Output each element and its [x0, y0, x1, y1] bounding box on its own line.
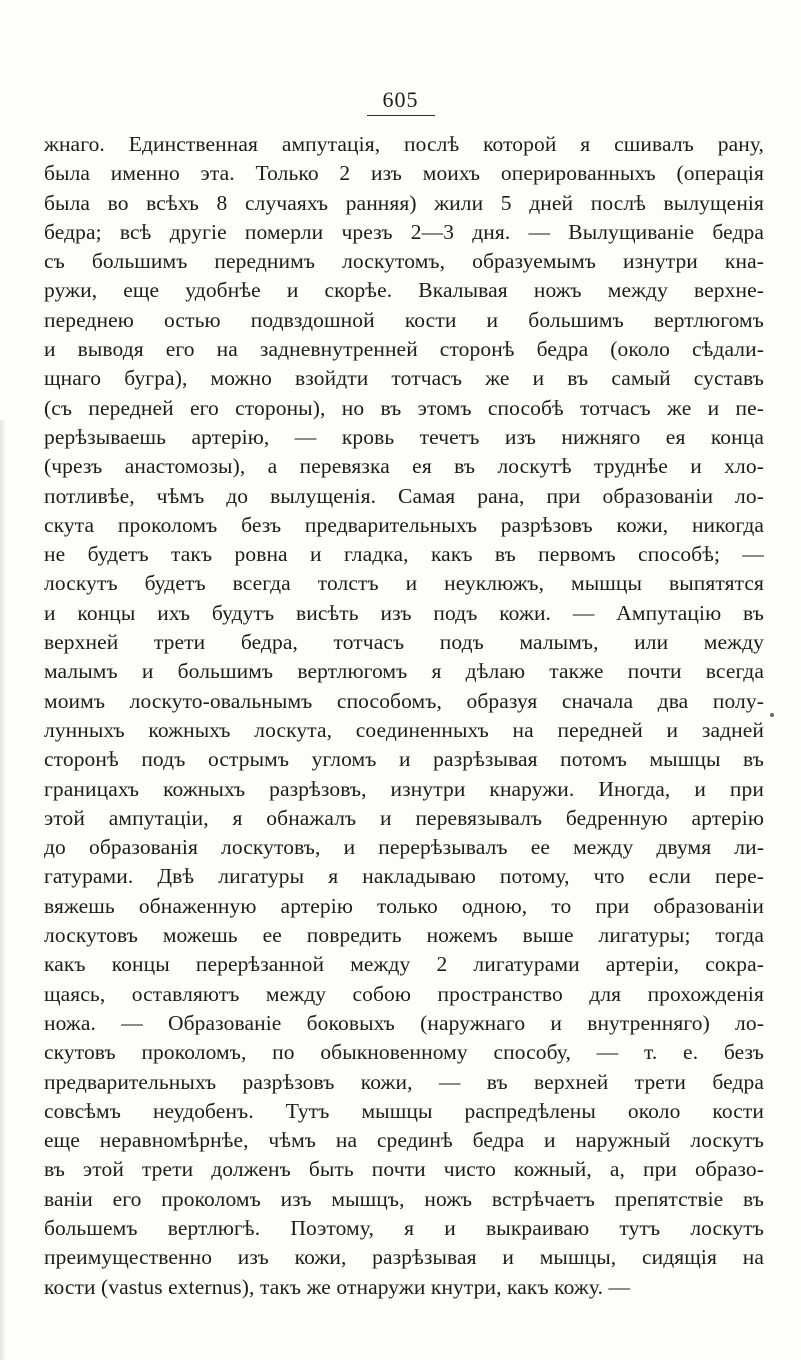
- text-line: рерѣзываешь артерію, — кровь течетъ изъ нижняго ея конца: [44, 424, 764, 449]
- text-line: (съ передней его стороны), но въ этомъ способѣ тотчасъ же и пе-: [44, 395, 764, 420]
- page-header: [0, 88, 801, 116]
- text-line: еще неравномѣрнѣе, чѣмъ на срединѣ бедра и наружный лоскутъ: [44, 1128, 764, 1153]
- margin-ink-mark: [770, 713, 774, 717]
- text-line: до образованія лоскутовъ, и перерѣзывалъ ее между двумя ли-: [44, 835, 764, 860]
- text-line: гатурами. Двѣ лигатуры я накладываю потому, что если пере-: [44, 864, 764, 889]
- text-line: была во всѣхъ 8 случаяхъ ранняя) жили 5 дней послѣ вылущенія: [44, 190, 764, 215]
- text-line: (чрезъ анастомозы), а перевязка ея въ лоскутѣ труднѣе и хло-: [44, 454, 764, 479]
- page-number: 605: [367, 88, 435, 116]
- text-line: и выводя его на задневнутренней сторонѣ бедра (около сѣдали-: [44, 337, 764, 362]
- text-line: въ этой трети долженъ быть почти чисто кожный, а, при образо-: [44, 1157, 764, 1182]
- text-line: щнаго бугра), можно взойдти тотчасъ же и въ самый суставъ: [44, 366, 764, 391]
- text-line: скутовъ проколомъ, по обыкновенному способу, — т. е. безъ: [44, 1040, 764, 1065]
- text-line: лоскутовъ можешь ее повредить ножемъ выше лигатуры; тогда: [44, 923, 764, 948]
- page-edge-shadow: [0, 420, 6, 1360]
- text-line: не будетъ такъ ровна и гладка, какъ въ первомъ способѣ; —: [44, 542, 764, 567]
- body-text: [44, 130, 764, 1302]
- text-line: лунныхъ кожныхъ лоскута, соединенныхъ на передней и задней: [44, 717, 764, 742]
- text-line: границахъ кожныхъ разрѣзовъ, изнутри кнаружи. Иногда, и при: [44, 776, 764, 801]
- text-line: совсѣмъ неудобенъ. Тутъ мышцы распредѣлены около кости: [44, 1098, 764, 1123]
- text-line: преимущественно изъ кожи, разрѣзывая и мышцы, сидящія на: [44, 1245, 764, 1270]
- text-line: какъ концы перерѣзанной между 2 лигатурами артеріи, сокра-: [44, 952, 764, 977]
- text-line: была именно эта. Только 2 изъ моихъ оперированныхъ (операція: [44, 161, 764, 186]
- text-line: ваніи его проколомъ изъ мышцъ, ножъ встрѣчаетъ препятствіе въ: [44, 1186, 764, 1211]
- text-line: переднею остью подвздошной кости и большимъ вертлюгомъ: [44, 307, 764, 332]
- text-line: скута проколомъ безъ предварительныхъ разрѣзовъ кожи, никогда: [44, 512, 764, 537]
- text-line: бедра; всѣ другіе померли чрезъ 2—3 дня. — Вылущиваніе бедра: [44, 219, 764, 244]
- text-line: и концы ихъ будутъ висѣть изъ подъ кожи. — Ампутацію въ: [44, 600, 764, 625]
- text-line: ружи, еще удобнѣе и скорѣе. Вкалывая ножъ между верхне-: [44, 278, 764, 303]
- text-line: большемъ вертлюгѣ. Поэтому, я и выкраиваю тутъ лоскутъ: [44, 1215, 764, 1240]
- text-line: ножа. — Образованіе боковыхъ (наружнаго и внутренняго) ло-: [44, 1010, 764, 1035]
- text-line: жнаго. Единственная ампутація, послѣ которой я сшивалъ рану,: [44, 132, 764, 156]
- text-line: этой ампутаціи, я обнажалъ и перевязывалъ бедренную артерію: [44, 805, 764, 830]
- text-line: лоскутъ будетъ всегда толстъ и неуклюжъ, мышцы выпятятся: [44, 571, 764, 596]
- text-line: малымъ и большимъ вертлюгомъ я дѣлаю также почти всегда: [44, 659, 764, 684]
- text-line: щаясь, оставляютъ между собою пространство для прохожденія: [44, 981, 764, 1006]
- text-line: потливѣе, чѣмъ до вылущенія. Самая рана, при образованіи ло-: [44, 483, 764, 508]
- text-line: моимъ лоскуто-овальнымъ способомъ, образуя сначала два полу-: [44, 688, 764, 713]
- text-line: верхней трети бедра, тотчасъ подъ малымъ, или между: [44, 630, 764, 655]
- text-line: предварительныхъ разрѣзовъ кожи, — въ верхней трети бедра: [44, 1069, 764, 1094]
- text-line: кости (vastus externus), такъ же отнаружи кнутри, какъ кожу. —: [44, 1274, 631, 1299]
- text-line: съ большимъ переднимъ лоскутомъ, образуемымъ изнутри кна-: [44, 249, 764, 274]
- text-line: сторонѣ подъ острымъ угломъ и разрѣзывая потомъ мышцы въ: [44, 747, 764, 772]
- text-line: вяжешь обнаженную артерію только одною, то при образованіи: [44, 893, 764, 918]
